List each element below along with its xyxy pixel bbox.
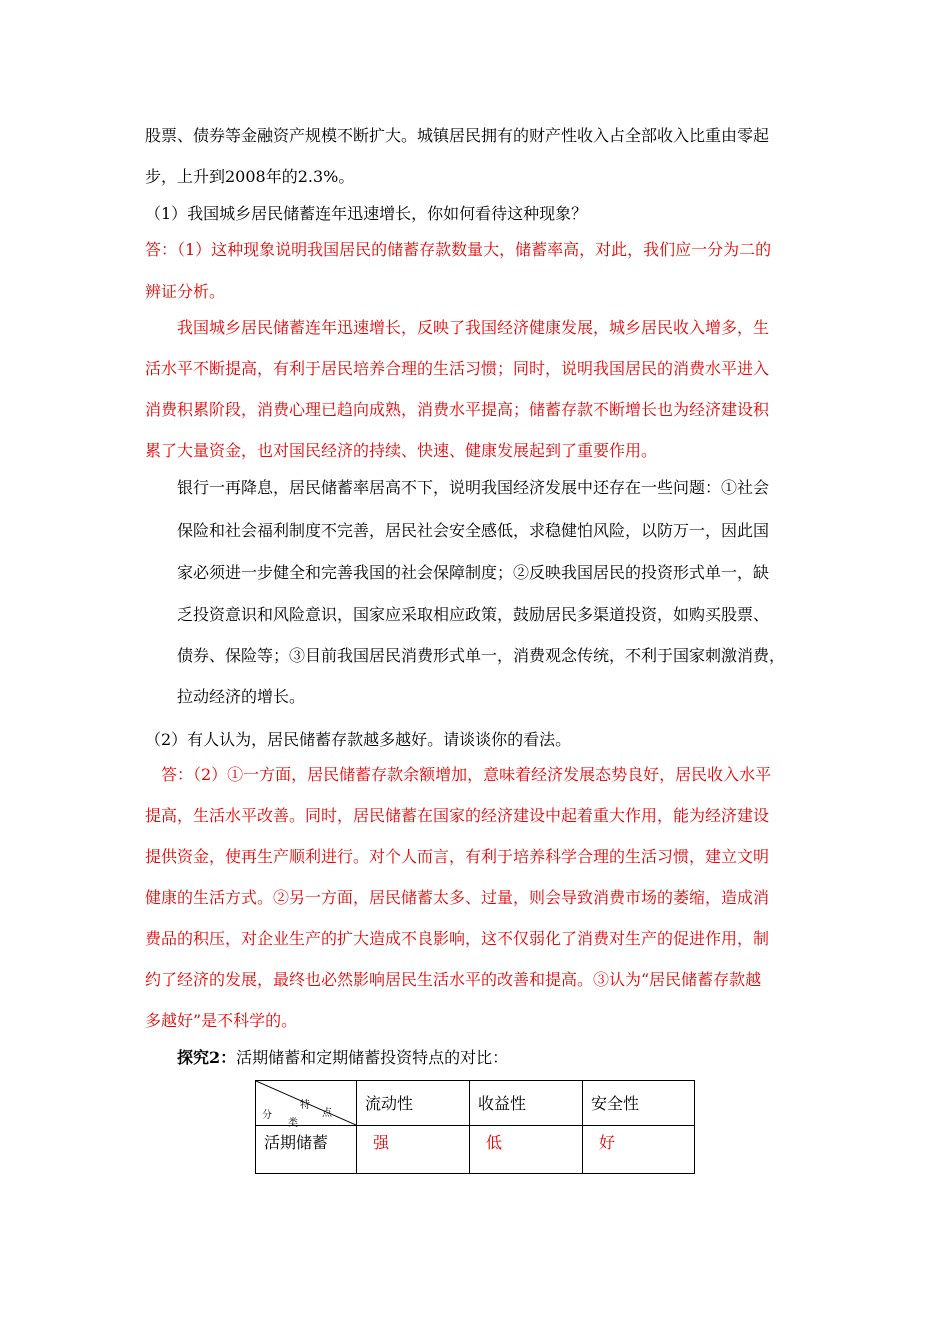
- red-paragraph-line-4: 累了大量资金，也对国民经济的持续、快速、健康发展起到了重要作用。: [145, 441, 658, 460]
- red-paragraph-line-2: 活水平不断提高，有利于居民培养合理的生活习惯；同时，说明我国居民的消费水平进入: [145, 359, 770, 378]
- question-2: （2）有人认为，居民储蓄存款越多越好。请谈谈你的看法。: [145, 730, 572, 749]
- answer-2-line-1: 答：（2）①一方面，居民储蓄存款余额增加，意味着经济发展态势良好，居民收入水平: [161, 765, 772, 784]
- cell-liquidity-value: 强: [357, 1126, 470, 1174]
- black-paragraph-line-3: 家必须进一步健全和完善我国的社会保障制度；②反映我国居民的投资形式单一，缺: [177, 563, 770, 582]
- answer-2-line-3: 提供资金，使再生产顺利进行。对个人而言，有利于培养科学合理的生活习惯，建立文明: [145, 847, 770, 866]
- answer-2-line-7: 多越好”是不科学的。: [145, 1011, 298, 1030]
- comparison-table: [255, 1080, 695, 1174]
- explore-label: 探究2：: [177, 1048, 237, 1067]
- cell-return-value: 低: [470, 1126, 583, 1174]
- answer-2-line-2: 提高，生活水平改善。同时，居民储蓄在国家的经济建设中起着重大作用，能为经济建设: [145, 806, 770, 825]
- header-liquidity: 流动性: [357, 1081, 470, 1126]
- diagonal-header: [256, 1081, 356, 1129]
- black-paragraph-line-2: 保险和社会福利制度不完善，居民社会安全感低，求稳健怕风险，以防万一，因此国: [177, 521, 770, 540]
- corner-label-lei: 类: [288, 1118, 298, 1129]
- red-paragraph-line-1: 我国城乡居民储蓄连年迅速增长，反映了我国经济健康发展，城乡居民收入增多，生: [177, 318, 770, 337]
- row-label: 活期储蓄: [256, 1126, 357, 1174]
- red-paragraph-line-3: 消费积累阶段，消费心理已趋向成熟，消费水平提高；储蓄存款不断增长也为经济建设积: [145, 400, 770, 419]
- black-paragraph-line-1: 银行一再降息，居民储蓄率居高不下，说明我国经济发展中还存在一些问题：①社会: [177, 478, 770, 497]
- explore-text: 活期储蓄和定期储蓄投资特点的对比：: [236, 1048, 509, 1067]
- answer-1-line-1: 答：（1）这种现象说明我国居民的储蓄存款数量大，储蓄率高，对此，我们应一分为二的: [145, 240, 772, 259]
- answer-2-line-6: 约了经济的发展，最终也必然影响居民生活水平的改善和提高。③认为“居民储蓄存款越: [145, 970, 762, 989]
- table-row: [256, 1126, 695, 1174]
- intro-line-2: 步，上升到2008年的2.3%。: [145, 167, 355, 186]
- corner-label-fen: 分: [262, 1110, 272, 1121]
- header-return: 收益性: [470, 1081, 583, 1126]
- answer-2-line-5: 费品的积压，对企业生产的扩大造成不良影响，这不仅弱化了消费对生产的促进作用，制: [145, 929, 770, 948]
- black-paragraph-line-5: 债券、保险等；③目前我国居民消费形式单一，消费观念传统，不利于国家刺激消费，: [177, 646, 786, 665]
- black-paragraph-line-4: 乏投资意识和风险意识，国家应采取相应政策，鼓励居民多渠道投资，如购买股票、: [177, 605, 770, 624]
- answer-1-line-2: 辨证分析。: [145, 282, 226, 301]
- corner-label-dian: 点: [322, 1108, 332, 1119]
- cell-safety-value: 好: [583, 1126, 695, 1174]
- question-1: （1）我国城乡居民储蓄连年迅速增长，你如何看待这种现象？: [145, 204, 588, 223]
- corner-label-te: 特: [300, 1100, 310, 1111]
- answer-2-line-4: 健康的生活方式。②另一方面，居民储蓄太多、过量，则会导致消费市场的萎缩，造成消: [145, 888, 770, 907]
- header-safety: 安全性: [583, 1081, 695, 1126]
- explore-heading: [177, 1048, 508, 1068]
- black-paragraph-line-6: 拉动经济的增长。: [177, 687, 306, 706]
- table-header-row: [256, 1081, 695, 1126]
- table-corner-cell: [256, 1081, 357, 1129]
- intro-line-1: 股票、债券等金融资产规模不断扩大。城镇居民拥有的财产性收入占全部收入比重由零起: [145, 126, 770, 145]
